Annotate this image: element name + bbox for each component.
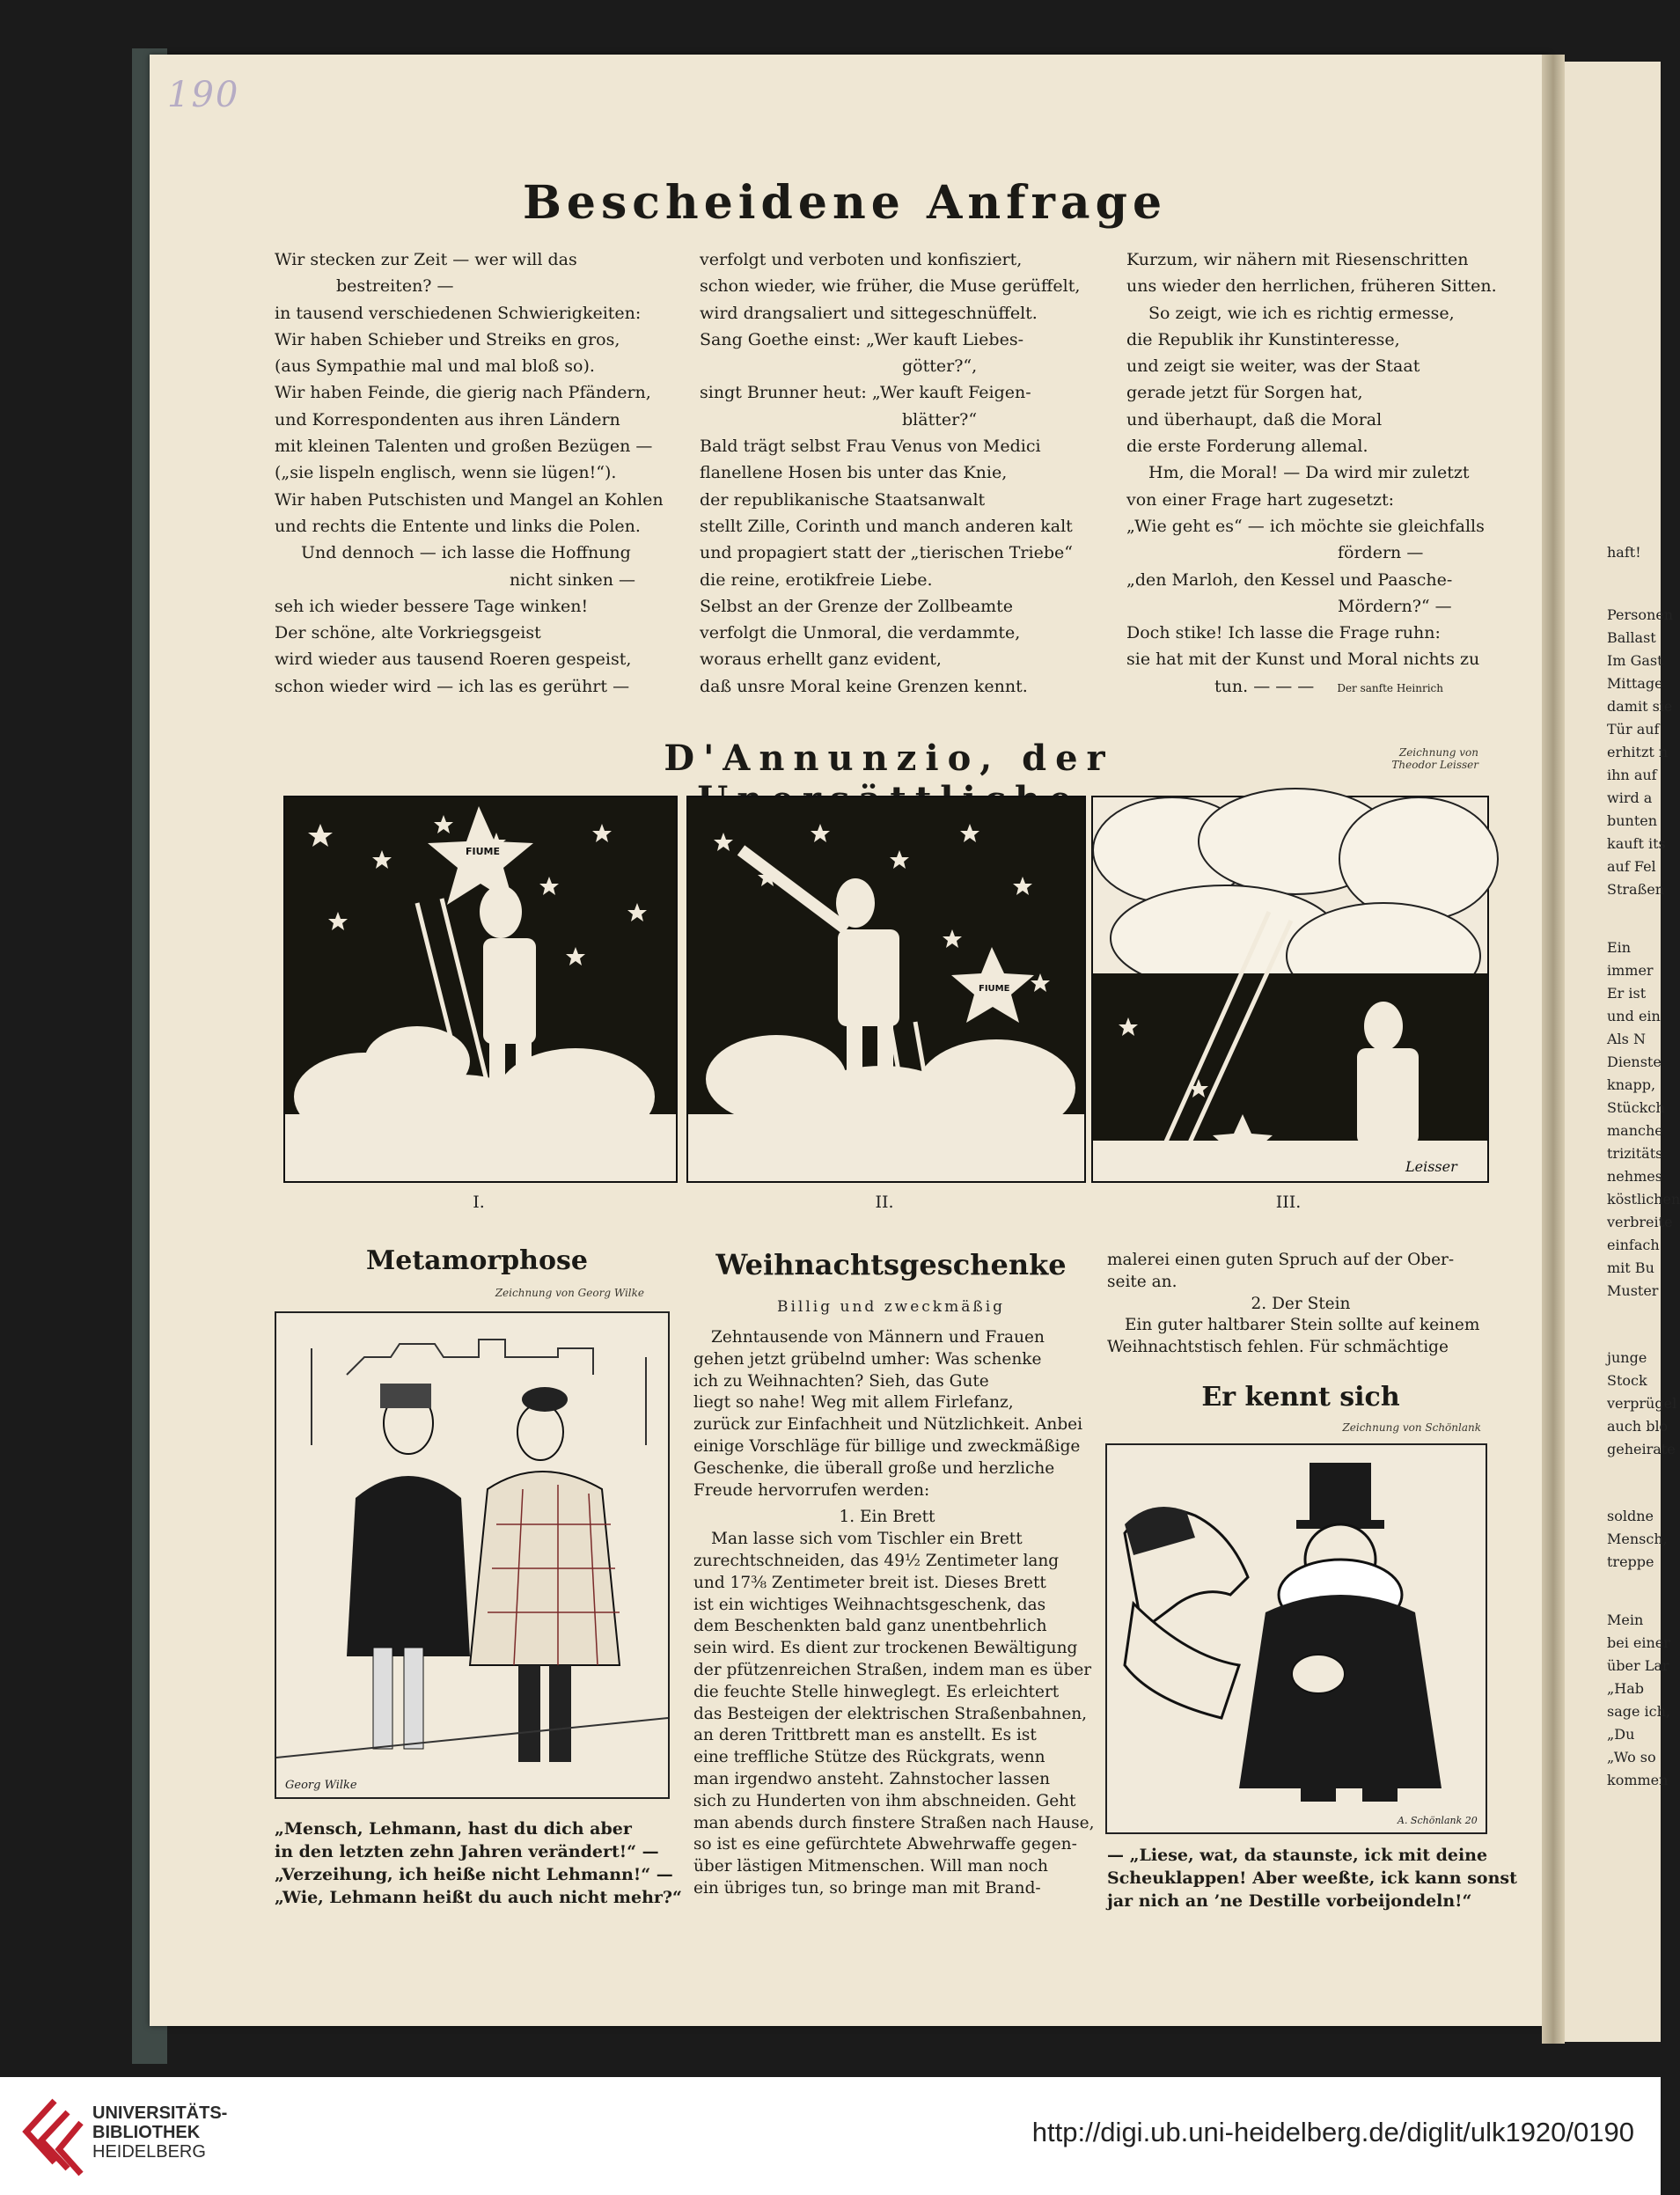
text-line: liegt so nahe! Weg mit allem Firlefanz, — [693, 1393, 1014, 1413]
fragment: Tür auf — [1607, 721, 1660, 738]
poem-line: woraus erhellt ganz evident, — [700, 650, 942, 670]
poem-line: blätter?“ — [902, 409, 978, 429]
fragment: Muster — [1607, 1282, 1659, 1299]
metamorphose-credit: Zeichnung von Georg Wilke — [495, 1287, 644, 1299]
fragment: Straßen — [1607, 881, 1665, 898]
caption-line: jar nich an ’ne Destille vorbeijondeln!“ — [1107, 1891, 1472, 1911]
text-line: Zehntausende von Männern und Frauen — [711, 1328, 1045, 1347]
text-line: man irgendwo ansteht. Zahnstocher lassen — [693, 1769, 1050, 1788]
section-heading: 2. Der Stein — [1251, 1294, 1351, 1313]
fragment: Als N — [1607, 1031, 1646, 1047]
page-number-handwritten: 190 — [167, 75, 240, 115]
text-line: ein übriges tun, so bringe man mit Brand- — [693, 1878, 1041, 1898]
metamorphose-title: Metamorphose — [366, 1245, 588, 1276]
artist-signature: Georg Wilke — [285, 1779, 357, 1792]
poem-line: wird wieder aus tausend Roeren gespeist, — [275, 650, 632, 670]
poem-line: „den Marloh, den Kessel und Paasche- — [1126, 569, 1453, 590]
poem-line: Hm, die Moral! — Da wird mir zuletzt — [1148, 463, 1470, 483]
city-skyline-icon — [312, 1340, 646, 1445]
poem-line: wird drangsaliert und sittegeschnüffelt. — [700, 303, 1038, 323]
fragment: Ballast — [1607, 629, 1656, 646]
poem-line: schon wieder, wie früher, die Muse gerüffelt, — [700, 276, 1081, 297]
weihnacht-title: Weihnachtsgeschenke — [715, 1248, 1067, 1281]
fragment: sage ich, — [1607, 1703, 1671, 1720]
comic-credit — [1338, 746, 1478, 771]
poem-line: mit kleinen Talenten und großen Bezügen — — [275, 437, 653, 457]
fragment: „Hab — [1607, 1680, 1645, 1697]
text-line: eine treffliche Stütze des Rückgrats, wenn — [693, 1748, 1045, 1767]
poem-line: Kurzum, wir nähern mit Riesenschritten — [1126, 250, 1469, 269]
metamorphose-drawing — [276, 1313, 668, 1797]
caption-line: — „Liese, wat, da staunste, ick mit deine — [1107, 1846, 1488, 1865]
text-line: gehen jetzt grübelnd umher: Was schenke — [693, 1349, 1042, 1369]
text-line: man abends durch finstere Straßen nach Hause, — [693, 1813, 1095, 1832]
man-right-icon — [470, 1387, 620, 1762]
library-logo-icon[interactable] — [19, 2096, 90, 2176]
star-label: FIUME — [466, 846, 500, 857]
poem-line: Sang Goethe einst: „Wer kauft Liebes- — [700, 329, 1023, 349]
fragment: soldne — [1607, 1508, 1654, 1524]
text-line: und 17⅜ Zentimeter breit ist. Dieses Brett — [693, 1573, 1046, 1592]
poem-line: und zeigt sie weiter, was der Staat — [1126, 356, 1420, 377]
text-line: zurück zur Einfachheit und Nützlichkeit. Anbei — [693, 1415, 1083, 1435]
fragment: Stückch — [1607, 1099, 1665, 1116]
poem-line: Und dennoch — ich lasse die Hoffnung — [301, 543, 631, 563]
poem-line: Der schöne, alte Vorkriegsgeist — [275, 623, 541, 643]
fragment: bei einer — [1607, 1634, 1670, 1651]
fragment: Personen — [1607, 606, 1674, 623]
fragment: trizitäts — [1607, 1145, 1663, 1162]
poem-line: So zeigt, wie ich es richtig ermesse, — [1148, 303, 1455, 323]
fragment: Ein — [1607, 939, 1632, 956]
weihnacht-subtitle: Billig und zweckmäßig — [776, 1298, 1006, 1316]
library-name-line: HEIDELBERG — [92, 2142, 206, 2162]
fragment: Dienste — [1607, 1053, 1662, 1070]
fragment: mit Bu — [1607, 1259, 1654, 1276]
poem-line: („sie lispeln englisch, wenn sie lügen!“). — [275, 463, 617, 483]
text-line: über lästigen Mitmenschen. Will man noch — [693, 1857, 1048, 1876]
text-line: einige Vorschläge für billige und zweckmäßige — [693, 1436, 1081, 1456]
fragment: Er ist — [1607, 985, 1647, 1002]
fragment: Mein — [1607, 1611, 1644, 1628]
fragment: Stock — [1607, 1372, 1647, 1389]
poem-line: die reine, erotikfreie Liebe. — [700, 569, 933, 590]
panel-label: III. — [1275, 1193, 1302, 1212]
text-line: Ein guter haltbarer Stein sollte auf keinem — [1125, 1316, 1480, 1335]
poem-line: „Wie geht es“ — ich möchte sie gleichfalls — [1126, 516, 1485, 536]
comic-panel-1 — [283, 796, 678, 1183]
artist-signature: A. Schönlank 20 — [1398, 1815, 1478, 1826]
permalink-url[interactable]: http://digi.ub.uni-heidelberg.de/diglit/ulk1920/0190 — [1031, 2117, 1634, 2147]
fragment: geheirate — [1607, 1441, 1676, 1457]
poem-line: götter?“, — [902, 356, 978, 377]
poem-line: Doch stike! Ich lasse die Frage ruhn: — [1126, 623, 1441, 643]
poem-line: singt Brunner heut: „Wer kauft Feigen- — [700, 383, 1031, 403]
poem-line: seh ich wieder bessere Tage winken! — [275, 596, 589, 616]
poem-line: die Republik ihr Kunstinteresse, — [1126, 329, 1400, 349]
caption-line: „Verzeihung, ich heiße nicht Lehmann!“ — — [275, 1865, 673, 1884]
fragment: haft! — [1607, 544, 1641, 561]
text-line: sein wird. Es dient zur trockenen Bewältigung — [693, 1639, 1078, 1658]
poem-line: verfolgt und verboten und konfisziert, — [700, 250, 1023, 269]
book-gutter — [1542, 55, 1565, 2044]
fragment: auch blo — [1607, 1418, 1669, 1435]
poem-line: Selbst an der Grenze der Zollbeamte — [700, 596, 1014, 616]
poem-line: tun. — — — — [1214, 676, 1315, 696]
poem-signature: Der sanfte Heinrich — [1337, 681, 1443, 694]
article-title: Bescheidene Anfrage — [522, 176, 1168, 230]
poem-line: stellt Zille, Corinth und manch anderen kalt — [700, 516, 1073, 536]
comic-panel-1-drawing — [285, 797, 676, 1181]
fragment: Mittage — [1607, 675, 1663, 692]
fragment: ihn auf — [1607, 767, 1657, 783]
comic-credit-line: Theodor Leisser — [1391, 759, 1478, 771]
text-line: malerei einen guten Spruch auf der Ober- — [1107, 1251, 1455, 1269]
fragment: kommen — [1607, 1772, 1669, 1788]
erkennt-drawing — [1107, 1445, 1486, 1832]
fragment: verbreite — [1607, 1214, 1673, 1230]
library-name[interactable] — [92, 2103, 227, 2162]
erkennt-title: Er kennt sich — [1201, 1382, 1400, 1413]
fragment: „Du — [1607, 1726, 1635, 1743]
comic-credit-line: Zeichnung von — [1398, 746, 1478, 759]
weihnacht-continued — [1107, 1250, 1494, 1359]
weihnacht-intro — [693, 1327, 1095, 1900]
caption-line: „Mensch, Lehmann, hast du dich aber — [275, 1819, 632, 1839]
fragment: bunten — [1607, 812, 1658, 829]
poem-line: daß unsre Moral keine Grenzen kennt. — [700, 676, 1028, 696]
poem-line: Wir stecken zur Zeit — wer will das — [275, 250, 577, 269]
poem-line: Wir haben Schieber und Streiks en gros, — [275, 329, 620, 349]
comic-panel-3-drawing — [1093, 797, 1487, 1181]
text-line: an deren Trittbrett man es anstellt. Es ist — [693, 1726, 1037, 1745]
metamorphose-caption — [275, 1817, 682, 1909]
horse-head-icon — [1125, 1507, 1248, 1718]
fragment: immer — [1607, 962, 1654, 979]
poem-line: (aus Sympathie mal und mal bloß so). — [275, 356, 595, 377]
man-top-hat-icon — [1239, 1463, 1442, 1802]
text-line: seite an. — [1107, 1272, 1177, 1291]
text-line: der pfützenreichen Straßen, indem man es über — [693, 1660, 1092, 1679]
poem-line: und propagiert statt der „tierischen Triebe“ — [700, 543, 1073, 563]
poem-line: und Korrespondenten aus ihren Ländern — [275, 409, 620, 429]
fragment: köstlichen — [1607, 1191, 1680, 1208]
text-line: Man lasse sich vom Tischler ein Brett — [711, 1530, 1023, 1549]
text-line: das Besteigen der elektrischen Straßenbahnen, — [693, 1704, 1088, 1723]
next-page-text — [1607, 541, 1680, 1792]
caption-line: „Wie, Lehmann heißt du auch nicht mehr?“ — [275, 1888, 682, 1907]
fragment: wird a — [1607, 789, 1653, 806]
text-line: sich zu Hunderten von ihm abschneiden. Geht — [693, 1791, 1076, 1810]
fragment: nehmes — [1607, 1168, 1662, 1185]
fragment: kauft its — [1607, 835, 1666, 852]
fragment: Mensch, — [1607, 1531, 1668, 1547]
poem-line: Mördern?“ — — [1338, 596, 1452, 616]
poem-line: und überhaupt, daß die Moral — [1126, 409, 1383, 429]
fragment: verprügel — [1607, 1395, 1677, 1412]
poem-line: und rechts die Entente und links die Polen. — [275, 516, 641, 536]
fragment: manche — [1607, 1122, 1663, 1139]
poem-line: von einer Frage hart zugesetzt: — [1126, 489, 1395, 510]
fragment: „Wo so — [1607, 1749, 1656, 1766]
man-left-icon — [347, 1384, 470, 1749]
poem-line: in tausend verschiedenen Schwierigkeiten: — [275, 303, 642, 323]
fragment: knapp, — [1607, 1076, 1656, 1093]
poem-line: sie hat mit der Kunst und Moral nichts zu — [1126, 650, 1480, 670]
erkennt-caption — [1107, 1844, 1517, 1912]
fragment: über Lar — [1607, 1657, 1669, 1674]
poem-line: Bald trägt selbst Frau Venus von Medici — [700, 437, 1041, 457]
metamorphose-illustration — [275, 1311, 670, 1799]
poem-line: verfolgt die Unmoral, die verdammte, — [700, 623, 1021, 643]
poem-column-3 — [1126, 246, 1527, 701]
poem-column-2 — [700, 246, 1109, 700]
text-line: Weihnachtstisch fehlen. Für schmächtige — [1107, 1338, 1449, 1357]
library-footer — [0, 2077, 1661, 2195]
poem-line: nicht sinken — — [510, 569, 635, 590]
comic-panel-2-drawing — [688, 797, 1084, 1181]
fragment: und ein — [1607, 1008, 1661, 1024]
artist-signature: Leisser — [1405, 1158, 1457, 1175]
fragment: auf Fel — [1607, 858, 1656, 875]
fragment: junge — [1607, 1349, 1647, 1366]
fragment: Im Gast — [1607, 652, 1663, 669]
fragment: treppe — [1607, 1553, 1654, 1570]
text-line: Geschenke, die überall große und herzliche — [693, 1458, 1055, 1478]
poem-line: gerade jetzt für Sorgen hat, — [1126, 383, 1363, 403]
library-name-line: UNIVERSITÄTS- — [92, 2103, 228, 2123]
fragment: erhitzt n — [1607, 744, 1669, 760]
text-line: so ist es eine gefürchtete Abwehrwaffe gegen- — [693, 1835, 1077, 1854]
caption-line: in den letzten zehn Jahren verändert!“ — — [275, 1842, 659, 1861]
poem-line: die erste Forderung allemal. — [1126, 437, 1368, 457]
comic-panel-3 — [1091, 796, 1489, 1183]
panel-label: I. — [473, 1193, 485, 1212]
text-line: ist ein wichtiges Weihnachtsgeschenk, das — [693, 1595, 1046, 1614]
poem-line: flanellene Hosen bis unter das Knie, — [700, 463, 1008, 483]
poem-line: der republikanische Staatsanwalt — [700, 489, 986, 510]
poem-line: uns wieder den herrlichen, früheren Sitten. — [1126, 276, 1497, 297]
text-line: zurechtschneiden, das 49½ Zentimeter lang — [693, 1551, 1060, 1570]
erkennt-illustration — [1105, 1443, 1487, 1834]
fragment: damit sie — [1607, 698, 1673, 715]
star-label: FIUME — [979, 984, 1010, 994]
panel-label: II. — [875, 1193, 894, 1212]
text-line: die feuchte Stelle hinweglegt. Es erleichtert — [693, 1682, 1060, 1701]
poem-line: fördern — — [1338, 543, 1424, 563]
comic-title: D'Annunzio, der — [664, 738, 1114, 779]
poem-line: schon wieder wird — ich las es gerührt — — [275, 676, 630, 696]
section-heading: 1. Ein Brett — [839, 1508, 935, 1527]
erkennt-credit: Zeichnung von Schönlank — [1342, 1421, 1481, 1434]
text-line: ich zu Weihnachten? Sieh, das Gute — [693, 1371, 989, 1391]
poem-line: bestreiten? — — [336, 276, 454, 297]
poem-line: Wir haben Feinde, die gierig nach Pfändern, — [275, 383, 651, 403]
fragment: einfach — [1607, 1237, 1660, 1253]
library-name-line: BIBLIOTHEK — [92, 2123, 201, 2142]
comic-panel-2 — [686, 796, 1086, 1183]
text-line: dem Beschenkten bald ganz unentbehrlich — [693, 1617, 1047, 1636]
caption-line: Scheuklappen! Aber weeßte, ick kann sonst — [1107, 1868, 1517, 1888]
text-line: Freude hervorrufen werden: — [693, 1480, 930, 1500]
poem-column-1 — [275, 246, 679, 700]
poem-line: Wir haben Putschisten und Mangel an Kohlen — [275, 489, 664, 510]
